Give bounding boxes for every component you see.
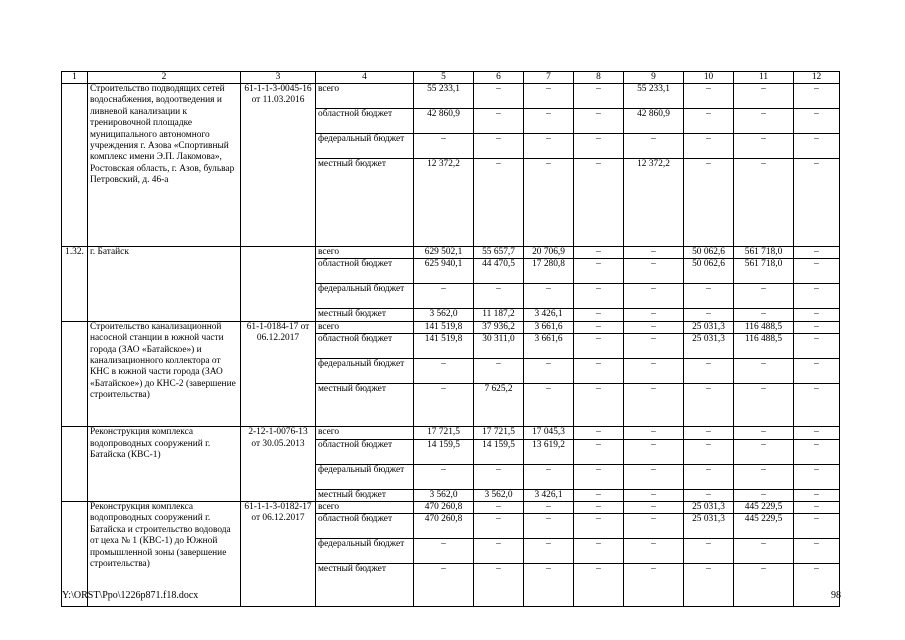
object-name: Реконструкция комплекса водопроводных сооружений г. Батайска (КВС-1) [88, 427, 241, 502]
value-cell: 25 031,3 [684, 502, 734, 514]
value-cell: 561 718,0 [734, 247, 794, 259]
value-cell: – [794, 321, 840, 333]
value-cell: 13 619,2 [524, 439, 574, 464]
column-number: 4 [316, 72, 414, 84]
value-cell: – [574, 109, 624, 134]
value-cell: 50 062,6 [684, 259, 734, 284]
value-cell: – [734, 427, 794, 439]
value-cell: – [794, 84, 840, 109]
registration-number: 61-1-1-3-0182-17 от 06.12.2017 [241, 502, 316, 607]
object-name: Строительство подводящих сетей водоснабжения, водоотведения и ливневой канализации к тренировочной площадке муниципального автономного учреждения г. Азова «Спортивный комплекс имени Э.П. Лакомова», Ростовская область, г. Азов, бульвар Петровский, д. 46-а [88, 84, 241, 247]
value-cell: – [574, 502, 624, 514]
funding-source: местный бюджет [316, 564, 414, 607]
value-cell: – [414, 464, 474, 489]
value-cell: – [684, 539, 734, 564]
funding-source: местный бюджет [316, 309, 414, 321]
value-cell: 3 562,0 [414, 489, 474, 501]
value-cell: – [524, 359, 574, 384]
registration-number [241, 247, 316, 322]
value-cell: 55 233,1 [624, 84, 684, 109]
value-cell: – [414, 284, 474, 309]
value-cell: 3 426,1 [524, 489, 574, 501]
value-cell: – [524, 109, 574, 134]
value-cell: – [574, 134, 624, 159]
value-cell: – [624, 321, 684, 333]
value-cell: – [684, 489, 734, 501]
value-cell: – [574, 514, 624, 539]
value-cell: – [794, 502, 840, 514]
value-cell: – [794, 134, 840, 159]
value-cell: 3 562,0 [474, 489, 524, 501]
row-number [62, 427, 88, 502]
value-cell: – [624, 334, 684, 359]
value-cell: – [794, 539, 840, 564]
column-number: 1 [62, 72, 88, 84]
value-cell: – [684, 464, 734, 489]
value-cell: 116 488,5 [734, 334, 794, 359]
value-cell: 42 860,9 [624, 109, 684, 134]
funding-source: всего [316, 321, 414, 333]
value-cell: – [524, 464, 574, 489]
funding-source: местный бюджет [316, 159, 414, 247]
value-cell: 3 661,6 [524, 321, 574, 333]
value-cell: – [734, 284, 794, 309]
value-cell: – [414, 134, 474, 159]
value-cell: – [684, 84, 734, 109]
value-cell: – [574, 84, 624, 109]
value-cell: 625 940,1 [414, 259, 474, 284]
column-number-row [62, 72, 840, 84]
value-cell: – [524, 134, 574, 159]
value-cell: – [684, 109, 734, 134]
column-number: 12 [794, 72, 840, 84]
value-cell: – [794, 334, 840, 359]
object-name: г. Батайск [88, 247, 241, 322]
value-cell: – [684, 159, 734, 247]
value-cell: – [734, 309, 794, 321]
file-path: Y:\ORST\Ppo\1226p871.f18.docx [62, 590, 199, 601]
value-cell: – [734, 84, 794, 109]
value-cell: – [684, 134, 734, 159]
value-cell: – [624, 502, 684, 514]
funding-source: всего [316, 84, 414, 109]
table-row [62, 321, 840, 333]
object-name: Реконструкция комплекса водопроводных сооружений г. Батайска и строительство водовода от цеха № 1 (КВС-1) до Южной промышленной зоны (завершение строительства) [88, 502, 241, 607]
value-cell: – [574, 427, 624, 439]
value-cell: – [794, 514, 840, 539]
value-cell: – [624, 564, 684, 607]
funding-source: областной бюджет [316, 514, 414, 539]
column-number: 8 [574, 72, 624, 84]
funding-source: областной бюджет [316, 259, 414, 284]
value-cell: – [574, 489, 624, 501]
row-number: 1.32. [62, 247, 88, 322]
column-number: 9 [624, 72, 684, 84]
value-cell: – [794, 309, 840, 321]
value-cell: – [734, 384, 794, 427]
value-cell: – [734, 539, 794, 564]
row-number [62, 321, 88, 426]
value-cell: 37 936,2 [474, 321, 524, 333]
funding-source: федеральный бюджет [316, 284, 414, 309]
value-cell: 17 721,5 [474, 427, 524, 439]
value-cell: – [574, 334, 624, 359]
value-cell: – [524, 564, 574, 607]
value-cell: – [624, 359, 684, 384]
value-cell: – [624, 259, 684, 284]
value-cell: 445 229,5 [734, 514, 794, 539]
value-cell: 12 372,2 [414, 159, 474, 247]
registration-number: 2-12-1-0076-13 от 30.05.2013 [241, 427, 316, 502]
funding-source: всего [316, 502, 414, 514]
funding-source: федеральный бюджет [316, 464, 414, 489]
value-cell: – [474, 284, 524, 309]
table-row [62, 247, 840, 259]
value-cell: – [574, 247, 624, 259]
value-cell: – [794, 284, 840, 309]
value-cell: – [574, 384, 624, 427]
value-cell: – [794, 489, 840, 501]
value-cell: – [684, 284, 734, 309]
value-cell: – [524, 384, 574, 427]
value-cell: – [794, 159, 840, 247]
column-number: 10 [684, 72, 734, 84]
funding-source: областной бюджет [316, 109, 414, 134]
value-cell: – [684, 564, 734, 607]
funding-source: местный бюджет [316, 489, 414, 501]
value-cell: – [574, 359, 624, 384]
value-cell: 25 031,3 [684, 334, 734, 359]
value-cell: – [574, 309, 624, 321]
table-row [62, 502, 840, 514]
value-cell: – [524, 284, 574, 309]
value-cell: 55 233,1 [414, 84, 474, 109]
value-cell: – [474, 502, 524, 514]
column-number: 11 [734, 72, 794, 84]
value-cell: 14 159,5 [474, 439, 524, 464]
value-cell: – [414, 564, 474, 607]
column-number: 5 [414, 72, 474, 84]
value-cell: – [684, 439, 734, 464]
value-cell: – [624, 464, 684, 489]
value-cell: 17 721,5 [414, 427, 474, 439]
value-cell: 12 372,2 [624, 159, 684, 247]
value-cell: 11 187,2 [474, 309, 524, 321]
value-cell: – [524, 159, 574, 247]
value-cell: – [734, 439, 794, 464]
value-cell: – [414, 359, 474, 384]
value-cell: 470 260,8 [414, 502, 474, 514]
page-number: 98 [831, 590, 841, 601]
value-cell: – [734, 359, 794, 384]
value-cell: – [624, 489, 684, 501]
value-cell: – [684, 359, 734, 384]
funding-source: федеральный бюджет [316, 134, 414, 159]
value-cell: – [524, 514, 574, 539]
value-cell: – [474, 134, 524, 159]
value-cell: 445 229,5 [734, 502, 794, 514]
value-cell: – [684, 309, 734, 321]
value-cell: 17 280,8 [524, 259, 574, 284]
value-cell: 30 311,0 [474, 334, 524, 359]
value-cell: – [474, 84, 524, 109]
column-number: 2 [88, 72, 241, 84]
value-cell: – [524, 539, 574, 564]
value-cell: – [624, 309, 684, 321]
funding-source: всего [316, 427, 414, 439]
value-cell: 25 031,3 [684, 514, 734, 539]
value-cell: – [734, 464, 794, 489]
value-cell: – [794, 109, 840, 134]
value-cell: – [794, 564, 840, 607]
value-cell: 17 045,3 [524, 427, 574, 439]
value-cell: – [794, 384, 840, 427]
value-cell: – [624, 427, 684, 439]
value-cell: – [734, 489, 794, 501]
row-number [62, 84, 88, 247]
value-cell: – [794, 439, 840, 464]
value-cell: – [734, 109, 794, 134]
object-name: Строительство канализационной насосной станции в южной части города (ЗАО «Батайское») и канализационного коллектора от КНС в южной части города (ЗАО «Батайское») до КНС-2 (завершение строительства) [88, 321, 241, 426]
value-cell: – [574, 159, 624, 247]
value-cell: 42 860,9 [414, 109, 474, 134]
column-number: 6 [474, 72, 524, 84]
value-cell: – [574, 539, 624, 564]
value-cell: – [794, 247, 840, 259]
value-cell: 20 706,9 [524, 247, 574, 259]
value-cell: – [624, 134, 684, 159]
budget-table [61, 71, 840, 607]
funding-source: местный бюджет [316, 384, 414, 427]
value-cell: 25 031,3 [684, 321, 734, 333]
registration-number: 61-1-0184-17 от 06.12.2017 [241, 321, 316, 426]
value-cell: – [794, 359, 840, 384]
funding-source: областной бюджет [316, 334, 414, 359]
value-cell: – [624, 539, 684, 564]
value-cell: 55 657,7 [474, 247, 524, 259]
value-cell: 7 625,2 [474, 384, 524, 427]
value-cell: 14 159,5 [414, 439, 474, 464]
value-cell: 44 470,5 [474, 259, 524, 284]
value-cell: – [574, 284, 624, 309]
value-cell: – [474, 539, 524, 564]
value-cell: – [624, 284, 684, 309]
value-cell: – [624, 247, 684, 259]
value-cell: – [474, 159, 524, 247]
value-cell: 141 519,8 [414, 321, 474, 333]
value-cell: – [474, 109, 524, 134]
value-cell: 3 562,0 [414, 309, 474, 321]
value-cell: – [574, 464, 624, 489]
value-cell: – [624, 439, 684, 464]
value-cell: – [524, 84, 574, 109]
funding-source: федеральный бюджет [316, 359, 414, 384]
value-cell: – [794, 464, 840, 489]
value-cell: – [474, 359, 524, 384]
value-cell: – [684, 427, 734, 439]
value-cell: 3 426,1 [524, 309, 574, 321]
column-number: 7 [524, 72, 574, 84]
table-row [62, 84, 840, 109]
value-cell: 50 062,6 [684, 247, 734, 259]
value-cell: – [624, 514, 684, 539]
value-cell: – [734, 134, 794, 159]
funding-source: федеральный бюджет [316, 539, 414, 564]
value-cell: – [414, 539, 474, 564]
value-cell: – [574, 439, 624, 464]
column-number: 3 [241, 72, 316, 84]
value-cell: – [524, 502, 574, 514]
value-cell: – [474, 464, 524, 489]
value-cell: – [624, 384, 684, 427]
value-cell: – [794, 427, 840, 439]
value-cell: 629 502,1 [414, 247, 474, 259]
value-cell: – [574, 564, 624, 607]
value-cell: – [734, 564, 794, 607]
value-cell: – [474, 564, 524, 607]
value-cell: – [684, 384, 734, 427]
value-cell: 116 488,5 [734, 321, 794, 333]
value-cell: – [414, 384, 474, 427]
value-cell: 141 519,8 [414, 334, 474, 359]
value-cell: 3 661,6 [524, 334, 574, 359]
value-cell: – [574, 321, 624, 333]
value-cell: – [574, 259, 624, 284]
funding-source: всего [316, 247, 414, 259]
table-row [62, 427, 840, 439]
value-cell: – [794, 259, 840, 284]
value-cell: 561 718,0 [734, 259, 794, 284]
registration-number: 61-1-1-3-0045-16 от 11.03.2016 [241, 84, 316, 247]
value-cell: – [474, 514, 524, 539]
value-cell: – [734, 159, 794, 247]
funding-source: областной бюджет [316, 439, 414, 464]
value-cell: 470 260,8 [414, 514, 474, 539]
